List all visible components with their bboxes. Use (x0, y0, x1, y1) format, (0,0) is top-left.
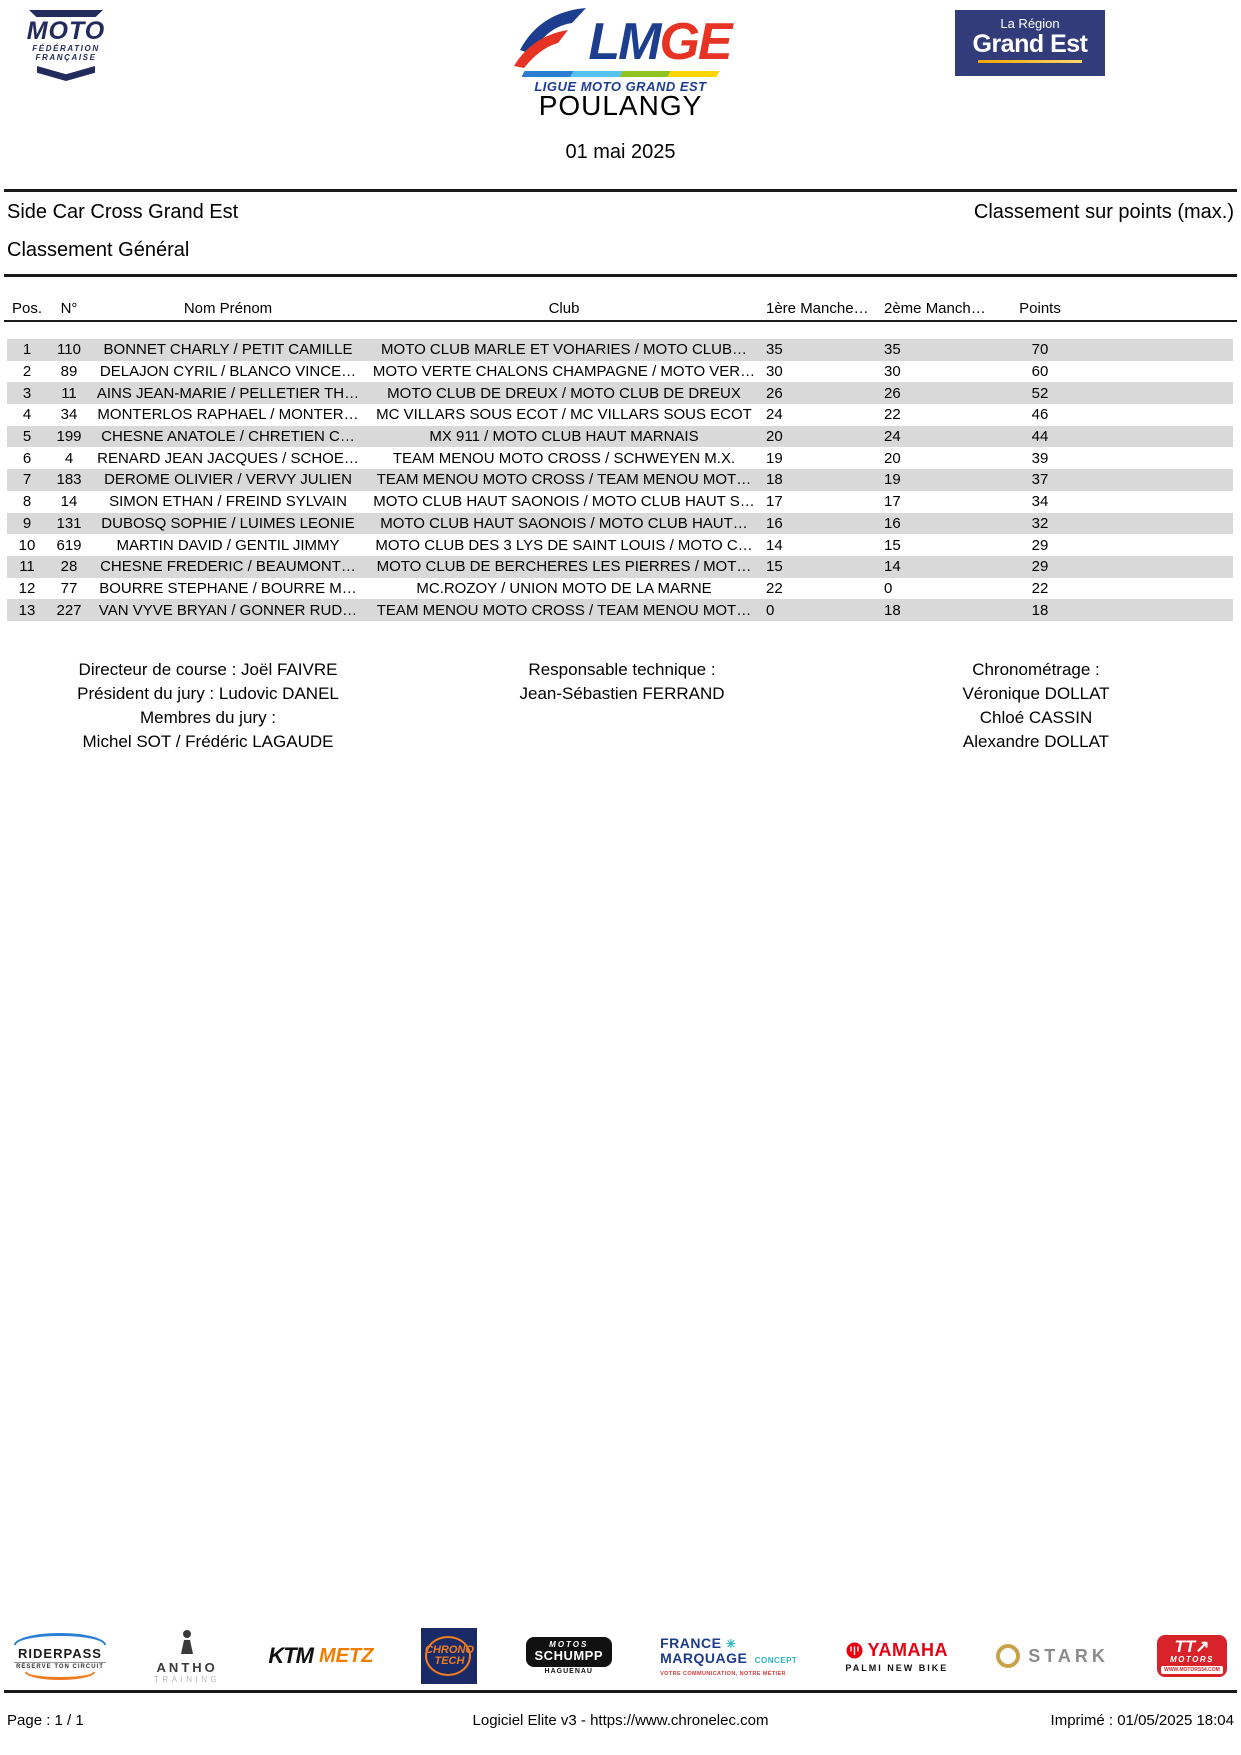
cell-total-points: 52 (1031, 384, 1049, 402)
table-row (7, 339, 1233, 361)
france-marquage-line1 (660, 1636, 797, 1651)
yamaha-name: YAMAHA (867, 1639, 948, 1660)
table-row (7, 426, 1233, 448)
cell-heat1-points: 30 (766, 363, 783, 381)
cell-heat2-points: 16 (884, 514, 901, 532)
cell-number: 28 (60, 558, 78, 576)
cell-position: 6 (22, 449, 32, 467)
cell-number: 4 (64, 449, 74, 467)
cell-total-points: 46 (1031, 406, 1049, 424)
official-line: Chronométrage : (972, 660, 1100, 679)
cell-heat2-points: 18 (884, 601, 901, 619)
column-header-position: Pos. (11, 300, 42, 317)
cell-number: 110 (57, 341, 81, 359)
lmge-subtitle: LIGUE MOTO GRAND EST (534, 79, 707, 94)
cell-heat2-points: 30 (884, 363, 901, 381)
yamaha-row (845, 1640, 948, 1661)
official-line: Président du jury : Ludovic DANEL (77, 684, 339, 703)
cell-total-points: 39 (1031, 449, 1049, 467)
official-line: Véronique DOLLAT (962, 684, 1110, 703)
table-row (7, 447, 1233, 469)
chrono-tech-logo (421, 1628, 477, 1684)
cell-total-points: 37 (1031, 471, 1049, 489)
cell-total-points: 32 (1031, 514, 1049, 532)
cell-number: 14 (60, 493, 78, 511)
cell-heat2-points: 22 (884, 406, 901, 424)
ffm-logo (12, 10, 120, 81)
cell-total-points: 18 (1031, 601, 1049, 619)
cell-crew-names: RENARD JEAN JACQUES / SCHOE… (97, 449, 359, 467)
divider (4, 189, 1237, 192)
antho-name: ANTHO (156, 1659, 218, 1675)
cell-club: TEAM MENOU MOTO CROSS / TEAM MENOU MOT… (376, 601, 752, 619)
cell-number: 619 (56, 536, 82, 554)
cell-club: MOTO CLUB HAUT SAONOIS / MOTO CLUB HAUT S… (373, 493, 755, 511)
official-line: Michel SOT / Frédéric LAGAUDE (82, 732, 334, 751)
cell-heat2-points: 19 (884, 471, 901, 489)
cell-heat2-points: 24 (884, 428, 901, 446)
cell-club: MC.ROZOY / UNION MOTO DE LA MARNE (416, 579, 712, 597)
splash-icon: ✳ (725, 1636, 737, 1651)
schumpp-badge (526, 1637, 613, 1667)
event-title: POULANGY (538, 90, 703, 121)
table-header-row (7, 300, 1233, 317)
table-row (7, 534, 1233, 556)
cell-heat2-points: 14 (884, 558, 901, 576)
lmge-color-stripe (521, 71, 719, 77)
region-logo-line1: La Région (1000, 16, 1060, 31)
cell-crew-names: VAN VYVE BRYAN / GONNER RUD… (98, 601, 358, 619)
cell-position: 11 (19, 558, 35, 576)
results-table-body (7, 339, 1233, 621)
cell-position: 9 (22, 514, 32, 532)
column-header-heat1: 1ère Manche… (766, 300, 869, 317)
france-marquage-line2 (660, 1651, 797, 1668)
cell-heat2-points: 26 (884, 384, 901, 402)
officials-race-direction (38, 658, 378, 754)
lmge-logo-top (478, 4, 763, 71)
cell-heat1-points: 15 (766, 558, 783, 576)
antho-sub: TRAINING (154, 1674, 221, 1684)
cell-club: TEAM MENOU MOTO CROSS / TEAM MENOU MOT… (376, 471, 752, 489)
officials-technical (452, 658, 792, 706)
table-row (7, 513, 1233, 535)
lmge-logo (478, 4, 763, 94)
cell-club: MOTO CLUB MARLE ET VOHARIES / MOTO CLUB… (381, 341, 747, 359)
lmge-ge-text: GE (659, 13, 731, 71)
cell-position: 12 (18, 579, 36, 597)
cell-club: MOTO CLUB DE DREUX / MOTO CLUB DE DREUX (387, 384, 741, 402)
cell-position: 13 (18, 601, 36, 619)
cell-club: MOTO CLUB DE BERCHERES LES PIERRES / MOT… (376, 558, 752, 576)
sponsor-logos-bar (14, 1624, 1227, 1688)
table-row (7, 382, 1233, 404)
column-header-heat2: 2ème Manch… (884, 300, 986, 317)
official-line: Alexandre DOLLAT (962, 732, 1110, 751)
cell-position: 10 (18, 536, 36, 554)
yamaha-tuning-fork-icon (846, 1642, 863, 1659)
cell-number: 34 (60, 406, 78, 424)
cell-number: 183 (56, 471, 82, 489)
officials-timekeeping (866, 658, 1206, 754)
cell-number: 11 (61, 384, 77, 402)
ffm-logo-title: MOTO (26, 17, 106, 45)
cell-club: MX 911 / MOTO CLUB HAUT MARNAIS (429, 428, 699, 446)
lmge-wordmark (588, 13, 731, 71)
table-row (7, 578, 1233, 600)
lmge-swoosh-icon (510, 4, 588, 68)
cell-club: MOTO CLUB DES 3 LYS DE SAINT LOUIS / MOTO C… (375, 536, 753, 554)
official-line: Responsable technique : (528, 660, 716, 679)
cell-heat2-points: 0 (884, 579, 893, 597)
ranking-mode-label: Classement sur points (max.) (973, 201, 1234, 223)
cell-crew-names: AINS JEAN-MARIE / PELLETIER TH… (96, 384, 360, 402)
arrow-icon: ↗ (1195, 1637, 1210, 1656)
cell-total-points: 29 (1031, 558, 1049, 576)
tt-motors-mark (1161, 1639, 1223, 1655)
cell-crew-names: DEROME OLIVIER / VERVY JULIEN (104, 471, 352, 489)
official-line: Chloé CASSIN (979, 708, 1093, 727)
column-header-club: Club (548, 300, 580, 317)
cell-heat1-points: 19 (766, 449, 783, 467)
cell-number: 89 (60, 363, 78, 381)
cell-heat2-points: 35 (884, 341, 901, 359)
schumpp-line2: SCHUMPP (534, 1648, 604, 1663)
yamaha-logo (845, 1640, 948, 1673)
table-row (7, 556, 1233, 578)
column-header-name: Nom Prénom (183, 300, 273, 317)
column-header-points: Points (1019, 300, 1061, 317)
cell-heat1-points: 20 (766, 428, 783, 446)
cell-heat1-points: 16 (766, 514, 783, 532)
france-marquage-concept: CONCEPT (754, 1655, 798, 1665)
tt-motors-tt: TT (1174, 1637, 1196, 1656)
cell-heat1-points: 24 (766, 406, 783, 424)
table-row (7, 404, 1233, 426)
divider (4, 320, 1237, 322)
cell-heat1-points: 14 (766, 536, 783, 554)
column-header-number: N° (60, 300, 78, 317)
footer-printed-timestamp: Imprimé : 01/05/2025 18:04 (1050, 1712, 1234, 1729)
official-line: Membres du jury : (139, 708, 277, 727)
cell-crew-names: CHESNE FREDERIC / BEAUMONT… (100, 558, 356, 576)
cell-heat1-points: 17 (766, 493, 783, 511)
cell-heat1-points: 0 (766, 601, 775, 619)
yamaha-sub: PALMI NEW BIKE (845, 1662, 949, 1673)
ktm-name: KTM (268, 1643, 313, 1668)
cell-crew-names: DELAJON CYRIL / BLANCO VINCE… (99, 363, 357, 381)
cell-position: 1 (22, 341, 32, 359)
tt-motors-name: MOTORS (1170, 1655, 1214, 1664)
divider (4, 1690, 1237, 1693)
ktm-metz-logo (268, 1643, 373, 1669)
table-row (7, 599, 1233, 621)
cell-total-points: 29 (1031, 536, 1049, 554)
footer-software: Logiciel Elite v3 - https://www.chronelec.com (472, 1712, 769, 1729)
rider-silhouette-icon (174, 1629, 200, 1655)
cell-number: 199 (56, 428, 82, 446)
cell-heat1-points: 18 (766, 471, 783, 489)
cell-position: 4 (22, 406, 32, 424)
official-line: Directeur de course : Joël FAIVRE (78, 660, 338, 679)
cell-position: 5 (22, 428, 32, 446)
antho-training-logo (154, 1629, 220, 1684)
lmge-lm-text: LM (588, 13, 660, 71)
cell-total-points: 34 (1031, 493, 1049, 511)
ktm-city: METZ (318, 1644, 374, 1667)
cell-crew-names: BOURRE STEPHANE / BOURRE M… (99, 579, 357, 597)
chrono-tech-line1: CHRONO (425, 1644, 474, 1656)
france-marquage-marquage: MARQUAGE (660, 1649, 748, 1666)
cell-club: TEAM MENOU MOTO CROSS / SCHWEYEN M.X. (392, 449, 736, 467)
cell-heat2-points: 17 (884, 493, 901, 511)
schumpp-city: HAGUENAU (544, 1668, 593, 1675)
region-logo-line2: Grand Est (972, 30, 1088, 58)
riderpass-logo (14, 1633, 106, 1680)
ffm-shield-top-bar (29, 10, 103, 17)
cell-position: 8 (22, 493, 32, 511)
chrono-tech-line2: TECH (434, 1655, 465, 1667)
schumpp-line1: MOTOS (549, 1640, 589, 1649)
ffm-logo-line1: FÉDÉRATION (32, 44, 100, 53)
cell-crew-names: DUBOSQ SOPHIE / LUIMES LEONIE (101, 514, 355, 532)
cell-heat1-points: 35 (766, 341, 783, 359)
cell-crew-names: CHESNE ANATOLE / CHRETIEN C… (101, 428, 355, 446)
region-logo-underline (978, 60, 1082, 63)
footer-page-number: Page : 1 / 1 (7, 1712, 84, 1729)
cell-total-points: 70 (1031, 341, 1049, 359)
cell-total-points: 60 (1031, 363, 1049, 381)
cell-position: 3 (22, 384, 32, 402)
cell-position: 2 (22, 363, 32, 381)
region-grand-est-logo (955, 10, 1105, 76)
ranking-title: Classement Général (7, 239, 190, 261)
motos-schumpp-logo (526, 1637, 613, 1675)
stark-name: STARK (1028, 1645, 1109, 1666)
cell-crew-names: BONNET CHARLY / PETIT CAMILLE (103, 341, 353, 359)
cell-heat1-points: 22 (766, 579, 783, 597)
france-marquage-france: FRANCE (660, 1634, 722, 1651)
ffm-logo-line2: FRANÇAISE (35, 53, 97, 62)
france-marquage-logo (660, 1636, 797, 1677)
divider (4, 274, 1237, 277)
cell-total-points: 22 (1031, 579, 1049, 597)
riderpass-swoosh-icon (14, 1633, 106, 1645)
riderpass-tagline: RÉSERVE TON CIRCUIT (14, 1662, 106, 1670)
riderpass-name: RIDERPASS (18, 1645, 102, 1661)
table-row (7, 469, 1233, 491)
cell-heat2-points: 20 (884, 449, 901, 467)
cell-heat1-points: 26 (766, 384, 783, 402)
cell-total-points: 44 (1031, 428, 1049, 446)
category-title: Side Car Cross Grand Est (7, 201, 239, 223)
table-row (7, 361, 1233, 383)
official-line: Jean-Sébastien FERRAND (519, 684, 725, 703)
stark-ring-icon (996, 1644, 1020, 1668)
table-row (7, 491, 1233, 513)
cell-crew-names: SIMON ETHAN / FREIND SYLVAIN (109, 493, 347, 511)
tt-motors-logo (1157, 1635, 1227, 1677)
cell-number: 227 (56, 601, 82, 619)
event-date: 01 mai 2025 (565, 141, 676, 163)
cell-club: MOTO CLUB HAUT SAONOIS / MOTO CLUB HAUT… (380, 514, 748, 532)
cell-crew-names: MARTIN DAVID / GENTIL JIMMY (116, 536, 340, 554)
tt-motors-url: WWW.MOTORS54.COM (1161, 1666, 1223, 1674)
riderpass-swoosh-icon (25, 1672, 95, 1680)
cell-number: 77 (60, 579, 78, 597)
france-marquage-tagline: VOTRE COMMUNICATION, NOTRE MÉTIER (660, 1670, 786, 1677)
ffm-shield-chevron-icon (37, 66, 95, 81)
cell-position: 7 (22, 471, 32, 489)
cell-crew-names: MONTERLOS RAPHAEL / MONTER… (97, 406, 359, 424)
stark-logo (996, 1644, 1109, 1668)
cell-club: MOTO VERTE CHALONS CHAMPAGNE / MOTO VER… (372, 363, 756, 381)
cell-heat2-points: 15 (884, 536, 901, 554)
cell-number: 131 (56, 514, 82, 532)
cell-club: MC VILLARS SOUS ECOT / MC VILLARS SOUS ECOT (376, 406, 752, 424)
